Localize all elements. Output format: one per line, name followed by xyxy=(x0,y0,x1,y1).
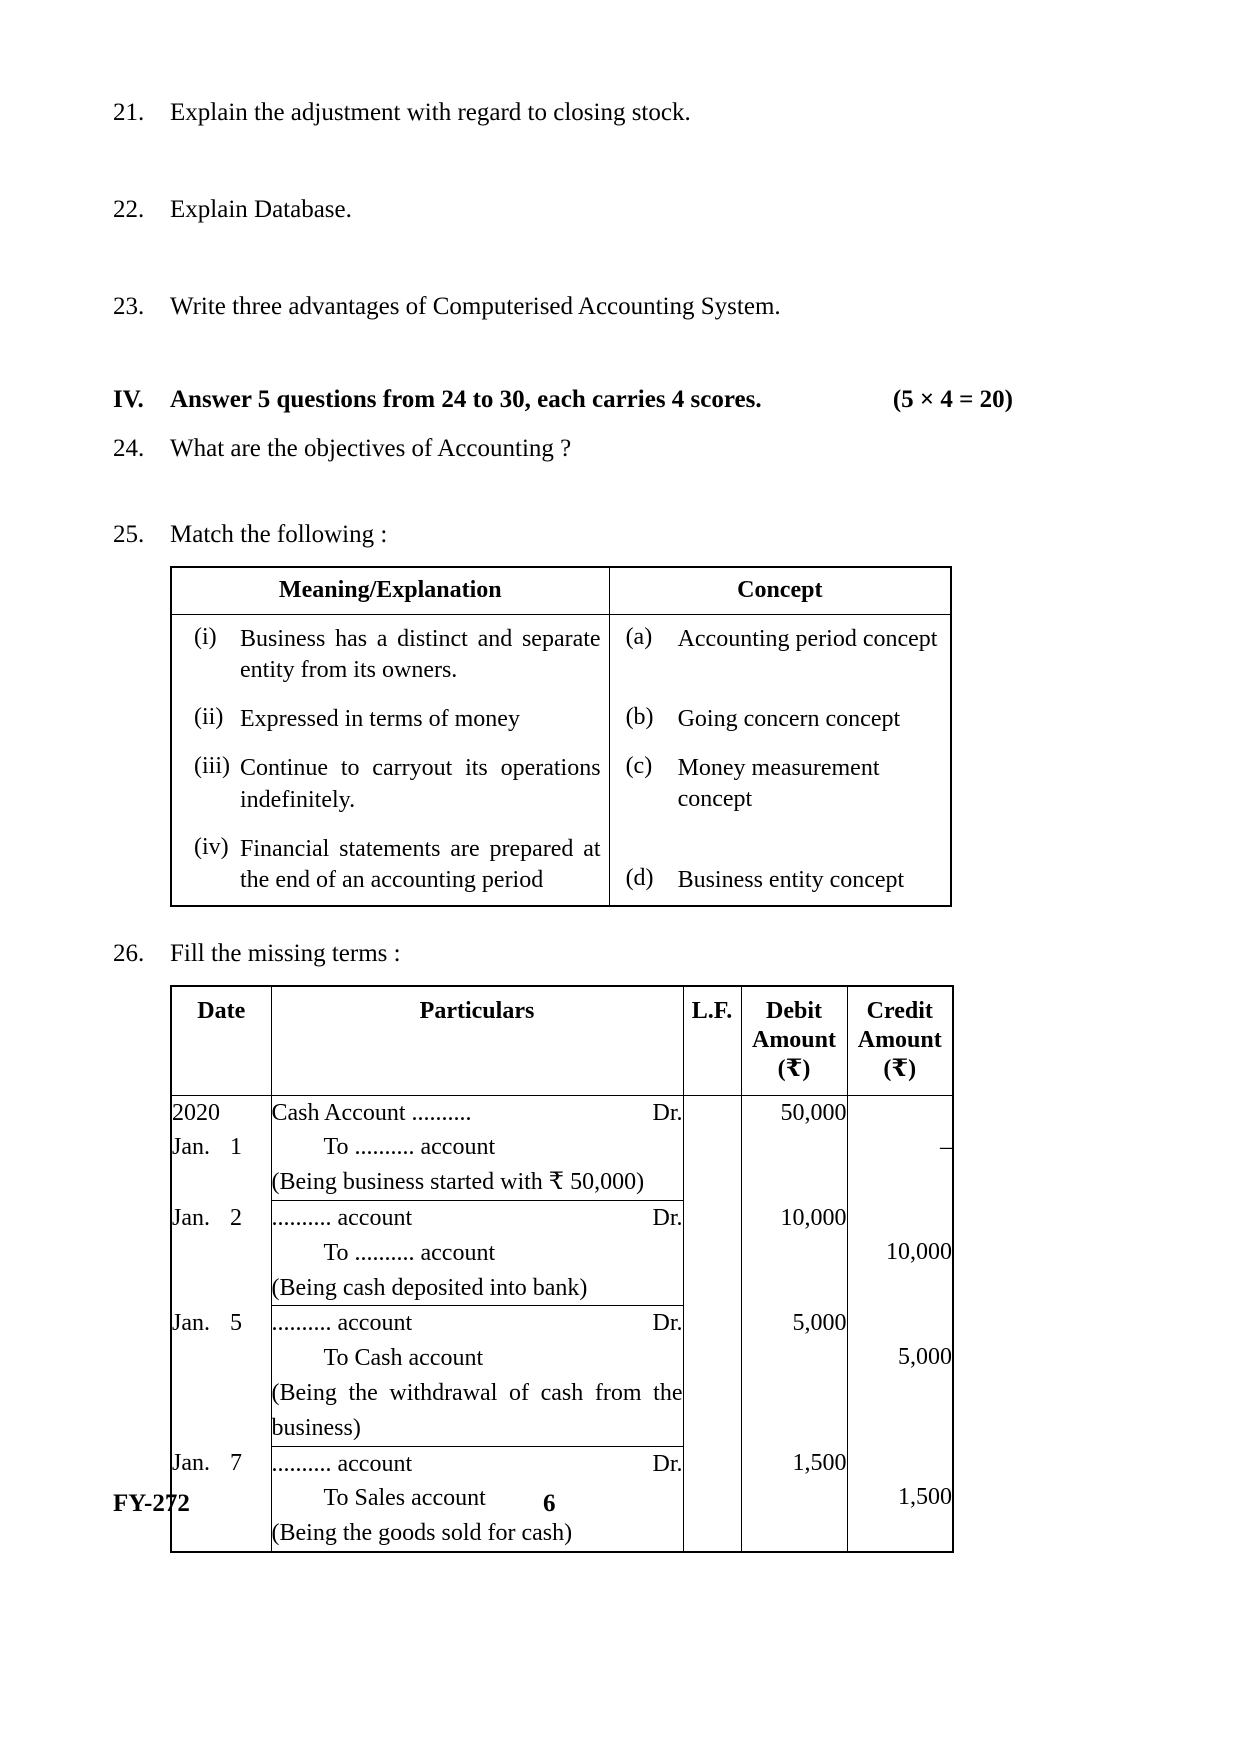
question-21-text: Explain the adjustment with regard to closing stock. xyxy=(170,99,691,126)
journal-debit-line-3 xyxy=(272,1306,683,1341)
journal-debit-amount-3: 5,000 xyxy=(741,1306,847,1446)
journal-debit-line-1 xyxy=(272,1096,683,1131)
journal-narration-4: (Being the goods sold for cash) xyxy=(271,1520,573,1547)
journal-dr-marker-2: Dr. xyxy=(652,1205,683,1231)
journal-day-1: 1 xyxy=(230,1134,242,1161)
match-left-cell-i xyxy=(171,614,609,906)
match-right-key-d: (d) xyxy=(625,864,654,891)
journal-day-3: 5 xyxy=(230,1309,242,1336)
question-24 xyxy=(113,432,1013,466)
question-26-number: 26. xyxy=(113,940,145,968)
table-row xyxy=(171,614,951,906)
question-23 xyxy=(113,290,1013,324)
question-21 xyxy=(113,96,1013,130)
journal-header-debit-line3: (₹) xyxy=(777,1056,811,1083)
spacer xyxy=(848,1096,953,1130)
match-left-key-ii: (ii) xyxy=(194,704,224,731)
journal-debit-account-3: .......... account xyxy=(271,1310,413,1337)
journal-credit-amount-3 xyxy=(847,1306,953,1446)
page-number: 6 xyxy=(543,1490,556,1517)
section-iv-score: (5 × 4 = 20) xyxy=(892,386,1013,414)
journal-credit-account-2: To .......... account xyxy=(323,1239,496,1266)
journal-narration-1: (Being business started with ₹ 50,000) xyxy=(271,1169,645,1196)
page-footer xyxy=(113,1490,1013,1518)
journal-dr-marker-3: Dr. xyxy=(652,1310,683,1337)
journal-debit-line-4 xyxy=(272,1447,683,1482)
journal-credit-amount-value-3: 5,000 xyxy=(898,1343,952,1370)
journal-header-debit-line1: Debit xyxy=(766,997,822,1024)
journal-credit-account-3: To Cash account xyxy=(323,1345,484,1372)
journal-dr-marker-1: Dr. xyxy=(652,1099,683,1126)
journal-year-1: 2020 xyxy=(172,1099,220,1126)
page-content xyxy=(113,96,1013,1553)
journal-particulars-cell-1 xyxy=(271,1095,683,1200)
journal-header-credit-amount xyxy=(847,986,953,1095)
match-left-key-iv: (iv) xyxy=(194,833,229,860)
match-left-pair-iii xyxy=(172,744,609,824)
match-left-value-iv: Financial statements are prepared at the end of an accounting period xyxy=(240,835,601,893)
spacer xyxy=(848,1306,953,1340)
match-left-value-iii: Continue to carryout its operations indefinitely. xyxy=(240,755,601,813)
match-right-pair-d xyxy=(610,825,950,905)
match-left-value-ii: Expressed in terms of money xyxy=(240,706,520,733)
match-left-pair-ii xyxy=(172,695,609,744)
journal-particulars-cell-2 xyxy=(271,1201,683,1306)
journal-debit-account-2: .......... account xyxy=(271,1205,413,1231)
spacer xyxy=(113,130,1013,193)
journal-debit-account-4: .......... account xyxy=(271,1450,413,1477)
match-right-cell xyxy=(609,614,951,906)
journal-date-cell-1 xyxy=(171,1095,271,1200)
journal-date-2 xyxy=(172,1201,271,1236)
journal-header-credit-line3: (₹) xyxy=(883,1056,917,1083)
question-23-number: 23. xyxy=(113,292,145,320)
spacer xyxy=(848,1201,953,1235)
journal-debit-amount-1: 50,000 xyxy=(741,1095,847,1200)
table-row xyxy=(171,1095,953,1200)
question-25 xyxy=(113,518,1013,552)
journal-date-3 xyxy=(172,1306,271,1341)
question-23-text: Write three advantages of Computerised Accounting System. xyxy=(170,292,781,320)
journal-date-4 xyxy=(172,1446,271,1481)
spacer xyxy=(113,227,1013,290)
journal-credit-amount-value-2: 10,000 xyxy=(886,1238,952,1265)
journal-header-debit-line2: Amount xyxy=(751,1027,836,1054)
journal-header-particulars: Particulars xyxy=(271,986,683,1095)
question-25-text: Match the following : xyxy=(170,521,388,548)
journal-credit-amount-value-4: 1,500 xyxy=(898,1484,952,1511)
match-left-pair-iv xyxy=(172,825,609,905)
question-24-number: 24. xyxy=(113,435,145,463)
journal-lf-cell-1 xyxy=(683,1095,741,1200)
table-row xyxy=(171,1306,953,1446)
journal-header-date: Date xyxy=(171,986,271,1095)
match-left-value-i: Business has a distinct and separate entity from its owners. xyxy=(240,625,601,683)
spacer xyxy=(848,1446,953,1480)
journal-debit-account-1: Cash Account .......... xyxy=(271,1099,472,1126)
journal-month-4: Jan. xyxy=(172,1450,210,1477)
match-left-pair-i xyxy=(172,615,609,695)
question-26-text: Fill the missing terms : xyxy=(170,940,401,968)
question-25-number: 25. xyxy=(113,521,145,548)
spacer xyxy=(113,466,1013,518)
journal-credit-account-4: To Sales account xyxy=(323,1485,486,1512)
journal-date-1 xyxy=(172,1130,271,1165)
journal-header-lf: L.F. xyxy=(683,986,741,1095)
question-22-number: 22. xyxy=(113,195,145,223)
journal-credit-amount-2 xyxy=(847,1201,953,1306)
match-the-following-table xyxy=(170,566,952,907)
match-right-pair-b xyxy=(610,664,950,744)
journal-header-credit-line1: Credit xyxy=(866,997,933,1024)
spacer xyxy=(113,414,1013,432)
match-left-key-iii: (iii) xyxy=(194,753,230,780)
match-right-value-c: Money measurement concept xyxy=(677,755,880,813)
journal-month-1: Jan. xyxy=(172,1134,210,1161)
question-22 xyxy=(113,193,1013,227)
section-iv-label: IV. xyxy=(113,386,144,414)
journal-credit-amount-value-1: – xyxy=(940,1133,952,1160)
paper-code: FY-272 xyxy=(113,1490,190,1517)
journal-day-2: 2 xyxy=(230,1204,242,1231)
question-22-text: Explain Database. xyxy=(170,195,352,223)
journal-narration-2: (Being cash deposited into bank) xyxy=(271,1274,588,1301)
match-right-value-b: Going concern concept xyxy=(677,705,901,732)
journal-month-3: Jan. xyxy=(172,1309,210,1336)
journal-header-debit-amount xyxy=(741,986,847,1095)
section-iv-heading xyxy=(113,386,1013,414)
section-iv-title: Answer 5 questions from 24 to 30, each carries 4 scores. xyxy=(170,386,762,414)
match-right-key-b: (b) xyxy=(625,703,654,730)
journal-header-credit-line2: Amount xyxy=(857,1027,942,1054)
journal-narration-3: (Being the withdrawal of cash from the business) xyxy=(271,1379,683,1441)
match-right-value-d: Business entity concept xyxy=(677,866,905,893)
journal-debit-amount-2: 10,000 xyxy=(741,1201,847,1306)
match-right-pair-c xyxy=(610,744,950,824)
match-right-pair-a xyxy=(610,615,950,664)
journal-dr-marker-4: Dr. xyxy=(652,1450,683,1477)
match-right-key-a: (a) xyxy=(625,623,653,650)
journal-month-2: Jan. xyxy=(172,1204,210,1231)
match-header-meaning: Meaning/Explanation xyxy=(171,567,609,615)
journal-lf-cell-3 xyxy=(683,1306,741,1446)
match-right-key-c: (c) xyxy=(625,753,653,780)
spacer xyxy=(113,907,1013,937)
table-row xyxy=(171,1201,953,1306)
question-21-number: 21. xyxy=(113,99,145,126)
journal-credit-amount-1 xyxy=(847,1095,953,1200)
journal-day-4: 7 xyxy=(230,1450,242,1477)
question-26 xyxy=(113,937,1013,971)
journal-header-row xyxy=(171,986,953,1095)
journal-credit-account-1: To .......... account xyxy=(323,1134,496,1161)
match-table-header-row xyxy=(171,567,951,615)
question-24-text: What are the objectives of Accounting ? xyxy=(170,435,572,463)
journal-lf-cell-2 xyxy=(683,1201,741,1306)
match-header-concept: Concept xyxy=(609,567,951,615)
journal-date-cell-2 xyxy=(171,1201,271,1306)
journal-particulars-cell-3 xyxy=(271,1306,683,1446)
journal-date-cell-3 xyxy=(171,1306,271,1446)
journal-debit-amount-4: 1,500 xyxy=(741,1446,847,1552)
spacer xyxy=(113,323,1013,386)
match-right-value-a: Accounting period concept xyxy=(677,625,938,652)
journal-entry-table xyxy=(170,985,954,1553)
journal-debit-line-2 xyxy=(272,1201,683,1236)
match-left-key-i: (i) xyxy=(194,623,217,650)
